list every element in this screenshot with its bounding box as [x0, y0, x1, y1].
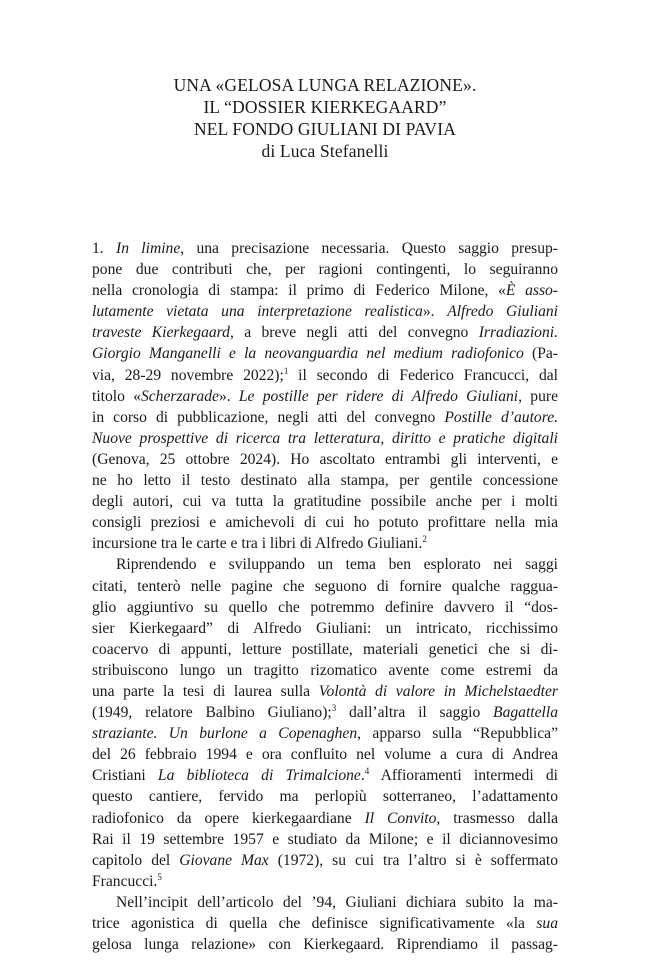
text-run: Scherzarade	[140, 387, 219, 405]
text-line	[92, 512, 558, 533]
text-line	[92, 576, 558, 597]
text-line	[92, 871, 558, 892]
text-run: ».	[218, 387, 239, 405]
text-run: 1.	[92, 240, 116, 257]
text-run: traveste Kierkegaard	[92, 324, 230, 342]
author-byline: di Luca Stefanelli	[261, 141, 389, 161]
title-line-2: IL “DOSSIER KIERKEGAARD”	[203, 97, 447, 117]
text-line	[92, 934, 558, 955]
text-line	[92, 238, 558, 259]
text-run: titolo «	[92, 387, 141, 405]
text-line	[92, 892, 558, 913]
text-line	[92, 723, 558, 744]
text-run: glio aggiuntivo su quello che potremmo definire davvero il “dos-	[92, 598, 558, 616]
text-run: Riprendendo e sviluppando un tema ben esplorato nei saggi	[116, 556, 558, 574]
text-run: una parte la tesi di laurea sulla	[92, 682, 319, 700]
text-run: Francucci.	[92, 872, 158, 890]
text-line	[92, 554, 558, 575]
text-run: trice agonistica di quella che definisce significativamente «la	[92, 915, 537, 932]
text-run: , a breve negli atti del convegno	[229, 324, 479, 342]
text-run: Nell’incipit dell’articolo del ’94, Giuliani dichiara subito la ma-	[116, 893, 558, 911]
text-run: , una precisazione necessaria. Questo saggio presup-	[180, 240, 558, 257]
text-run: gelosa lunga relazione» con Kierkegaard. Riprendiamo il passag-	[92, 936, 558, 954]
text-line	[92, 491, 558, 512]
text-line	[92, 597, 558, 618]
text-line	[92, 322, 558, 343]
text-run: coacervo di appunti, letture postillate, materiali genetici che si di-	[92, 640, 558, 658]
text-run: Il Convito	[364, 809, 437, 827]
text-line	[92, 786, 558, 807]
footnote-ref[interactable]: 5	[157, 871, 162, 882]
text-line	[92, 702, 558, 723]
text-run: Alfredo Giuliani	[447, 303, 558, 321]
text-line	[92, 913, 558, 934]
text-run: Postille d’autore.	[444, 408, 559, 426]
footnote-ref[interactable]: 1	[283, 365, 289, 376]
text-run: In limine	[116, 240, 181, 257]
footnote-ref[interactable]: 4	[364, 766, 370, 777]
text-run: Volontà di valore in Michelstaedter	[318, 682, 558, 700]
text-run: consigli preziosi e amichevoli di cui ho potuto profittare nella mia	[92, 514, 558, 532]
text-line	[92, 660, 558, 681]
text-run: questo cantiere, fervido ma perlopiù sotterraneo, l’adattamento	[92, 788, 558, 806]
title-line-3: NEL FONDO GIULIANI DI PAVIA	[193, 119, 456, 139]
text-run: Giorgio Manganelli e la neovanguardia nel medium radiofonico	[92, 345, 524, 363]
text-run: (1972), su cui tra l’altro si è soffermato	[268, 851, 558, 869]
text-run: Affioramenti intermedi di	[369, 767, 559, 785]
text-line	[92, 681, 558, 702]
text-line	[92, 808, 558, 829]
footnote-ref[interactable]: 3	[331, 703, 337, 714]
text-run: Irradiazioni.	[478, 324, 558, 342]
text-run: via, 28-29 novembre 2022);	[92, 366, 284, 384]
text-run: .	[360, 767, 365, 785]
text-line	[92, 343, 558, 364]
text-line	[92, 639, 558, 660]
text-run: (1949, relatore Balbino Giuliano);	[92, 704, 332, 722]
text-run: il secondo di Federico Francucci, dal	[288, 366, 559, 384]
text-line	[92, 301, 558, 322]
text-run: ».	[422, 303, 448, 321]
text-run: straziante. Un burlone a Copenaghen	[92, 725, 358, 743]
title-line-1: UNA «GELOSA LUNGA RELAZIONE».	[173, 75, 477, 95]
text-line	[92, 259, 558, 280]
text-run: Rai il 19 settembre 1957 e studiato da Milone; e il diciannovesimo	[92, 830, 558, 848]
text-run: Bagattella	[493, 704, 559, 722]
footnote-ref[interactable]: 2	[422, 534, 427, 545]
text-run: Nuove prospettive di ricerca tra letteratura, diritto e pratiche digitali	[92, 429, 558, 447]
text-line	[92, 850, 558, 871]
text-run: sier Kierkegaard” di Alfredo Giuliani: un intricato, ricchissimo	[92, 619, 558, 637]
text-line	[92, 533, 558, 554]
text-run: Le postille per ridere di Alfredo Giuliani	[238, 387, 519, 405]
text-run: È asso-	[505, 282, 558, 300]
text-line	[92, 829, 558, 850]
text-line	[92, 470, 558, 491]
text-line	[92, 365, 558, 386]
text-line	[92, 449, 558, 470]
text-run: pone due contributi che, per ragioni contingenti, lo seguiranno	[92, 261, 558, 279]
text-line	[92, 407, 558, 428]
text-run: in corso di pubblicazione, negli atti del convegno	[92, 408, 445, 426]
text-run: Cristiani	[92, 767, 158, 785]
text-line	[92, 744, 558, 765]
text-run: Giovane Max	[179, 851, 269, 869]
text-run: dall’altra il saggio	[336, 704, 494, 722]
text-run: citati, tenterò nelle pagine che seguono di fornire qualche ragguа-	[92, 577, 558, 595]
text-line	[92, 386, 558, 407]
text-run: del 26 febbraio 1994 e ora confluito nel volume a cura di Andrea	[92, 746, 558, 764]
text-run: capitolo del	[92, 851, 180, 869]
body-text	[92, 238, 558, 955]
text-run: , apparso sulla “Repubblica”	[357, 725, 558, 743]
text-run: radiofonico da opere kierkegaardiane	[92, 809, 365, 827]
text-line	[92, 428, 558, 449]
text-line	[92, 280, 558, 301]
text-run: incursione tra le carte e tra i libri di Alfredo Giuliani.	[92, 535, 423, 553]
text-run: sua	[536, 915, 558, 932]
text-run: degli autori, cui va tutta la gratitudine possibile anche per i molti	[92, 493, 558, 511]
text-run: La biblioteca di Trimalcione	[157, 767, 361, 785]
text-line	[92, 765, 558, 786]
text-run: (Pa-	[523, 345, 558, 363]
text-run: , trasmesso dalla	[436, 809, 559, 827]
text-run: (Genova, 25 ottobre 2024). Ho ascoltato entrambi gli interventi, e	[92, 450, 558, 468]
text-run: ne ho letto il testo destinato alla stampa, per gentile concessione	[92, 472, 558, 490]
chapter-title-block	[0, 74, 650, 162]
text-run: stribuiscono lungo un tragitto rizomatico avente come estremi da	[92, 661, 558, 679]
text-run: , pure	[518, 387, 558, 405]
text-run: nella cronologia di stampa: il primo di Federico Milone, «	[92, 282, 506, 300]
text-run: lutamente vietata una interpretazione realistica	[92, 303, 423, 321]
text-line	[92, 618, 558, 639]
